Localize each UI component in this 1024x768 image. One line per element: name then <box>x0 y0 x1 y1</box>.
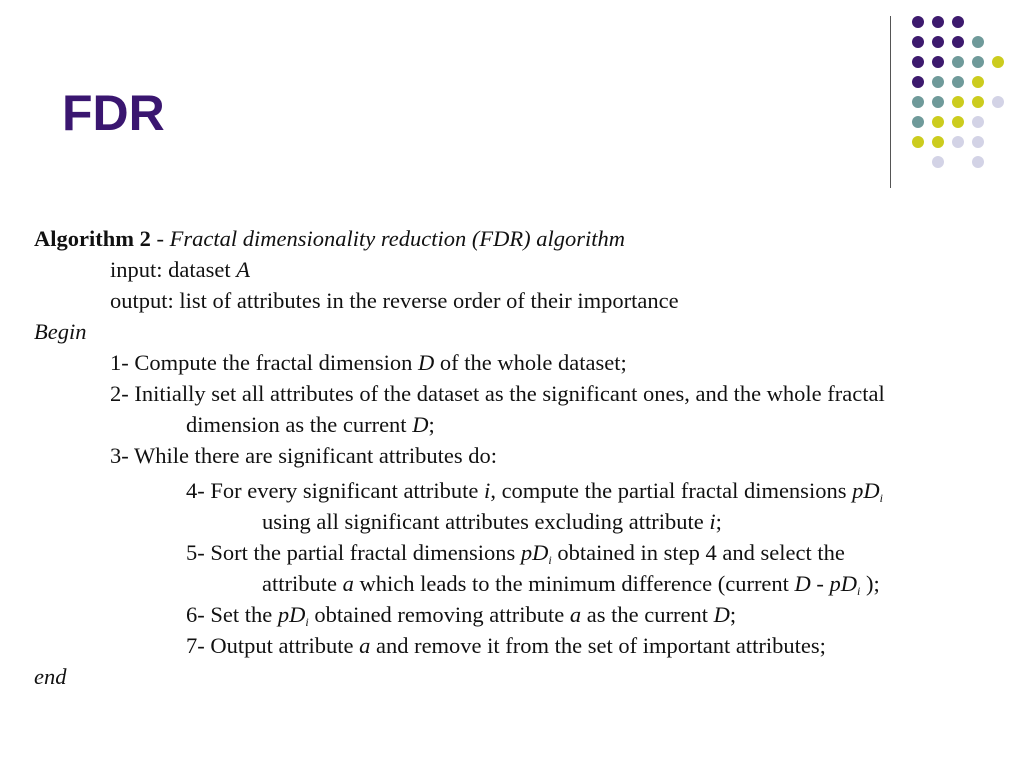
decorative-dot <box>972 96 984 108</box>
algorithm-step-5 <box>186 538 845 568</box>
decorative-dot <box>912 16 924 28</box>
subscript: i <box>857 584 861 598</box>
step-variable: pD <box>829 571 858 596</box>
decorative-dot <box>992 56 1004 68</box>
decorative-dot <box>972 156 984 168</box>
input-label: input: dataset <box>110 257 237 282</box>
algorithm-step-5-cont <box>262 569 880 599</box>
step-text: 5- Sort the partial fractal dimensions <box>186 540 521 565</box>
subscript: i <box>548 553 552 567</box>
decorative-dot <box>932 156 944 168</box>
algorithm-step-2-cont <box>186 410 435 440</box>
decorative-dot <box>952 16 964 28</box>
decorative-dot <box>972 36 984 48</box>
step-text: obtained in step 4 and select the <box>551 540 845 565</box>
decorative-dot <box>972 76 984 88</box>
algorithm-begin <box>34 317 86 347</box>
decorative-dot <box>992 96 1004 108</box>
step-text: using all significant attributes excluding attribute <box>262 509 710 534</box>
step-text: dimension as the current <box>186 412 413 437</box>
algorithm-step-4 <box>186 476 883 506</box>
step-variable: i <box>484 478 491 503</box>
step-text: and remove it from the set of important attributes; <box>370 633 826 658</box>
algorithm-heading <box>34 224 625 254</box>
step-variable: D <box>418 350 435 375</box>
decorative-dot <box>912 116 924 128</box>
step-text: of the whole dataset; <box>434 350 627 375</box>
step-text: 4- For every significant attribute <box>186 478 485 503</box>
decorative-dot <box>932 36 944 48</box>
decorative-dot <box>912 136 924 148</box>
step-text: ; <box>715 509 722 534</box>
slide-title: FDR <box>62 85 165 141</box>
algorithm-number: Algorithm 2 <box>34 226 151 251</box>
step-variable: pD <box>277 602 306 627</box>
subscript: i <box>305 615 309 629</box>
decorative-dot <box>912 36 924 48</box>
subscript: i <box>879 491 883 505</box>
decorative-dot <box>932 56 944 68</box>
decorative-dot <box>952 116 964 128</box>
decorative-dot <box>972 116 984 128</box>
header-divider <box>890 16 891 188</box>
step-variable: D <box>713 602 730 627</box>
decorative-dot <box>952 76 964 88</box>
algorithm-end <box>34 662 67 692</box>
step-text: ; <box>428 412 435 437</box>
algorithm-step-6 <box>186 600 736 630</box>
algorithm-step-4-cont <box>262 507 722 537</box>
decorative-dot <box>912 96 924 108</box>
algorithm-output: output: list of attributes in the reverse order of their importance <box>110 288 679 313</box>
algorithm-step-7 <box>186 631 826 661</box>
algorithm-input <box>110 255 250 285</box>
decorative-dot <box>932 16 944 28</box>
step-variable: i <box>709 509 716 534</box>
decorative-dot <box>952 56 964 68</box>
step-variable: pD <box>852 478 880 503</box>
step-variable: a <box>359 633 371 658</box>
decorative-dot <box>932 76 944 88</box>
begin-keyword: Begin <box>34 319 87 344</box>
algorithm-step-2: 2- Initially set all attributes of the dataset as the significant ones, and the whole fractal <box>110 381 885 406</box>
step-text: attribute <box>262 571 343 596</box>
decorative-dot <box>912 56 924 68</box>
input-variable: A <box>236 257 250 282</box>
heading-dash: - <box>150 226 170 251</box>
step-variable: pD <box>520 540 549 565</box>
decorative-dot <box>932 116 944 128</box>
step-variable: D <box>794 571 811 596</box>
decorative-dot <box>952 96 964 108</box>
decorative-dot <box>972 56 984 68</box>
decorative-dot-grid <box>906 14 1006 164</box>
step-text: - <box>810 571 830 596</box>
step-text: which leads to the minimum difference (current <box>353 571 795 596</box>
algorithm-step-1 <box>110 348 627 378</box>
step-text: 7- Output attribute <box>186 633 360 658</box>
decorative-dot <box>952 136 964 148</box>
step-variable: a <box>569 602 582 627</box>
algorithm-step-3: 3- While there are significant attributes do: <box>110 443 497 468</box>
step-text: ; <box>729 602 737 627</box>
decorative-dot <box>972 136 984 148</box>
step-variable: D <box>412 412 429 437</box>
step-text: as the current <box>581 602 714 627</box>
step-variable: a <box>342 571 354 596</box>
step-text: obtained removing attribute <box>308 602 570 627</box>
decorative-dot <box>932 136 944 148</box>
decorative-dot <box>932 96 944 108</box>
algorithm-name: Fractal dimensionality reduction (FDR) algorithm <box>169 226 625 251</box>
step-text: ); <box>860 571 880 596</box>
decorative-dot <box>952 36 964 48</box>
decorative-dot <box>912 76 924 88</box>
step-text: 6- Set the <box>186 602 278 627</box>
step-text: , compute the partial fractal dimensions <box>490 478 853 503</box>
end-keyword: end <box>34 664 67 689</box>
step-text: 1- Compute the fractal dimension <box>110 350 419 375</box>
